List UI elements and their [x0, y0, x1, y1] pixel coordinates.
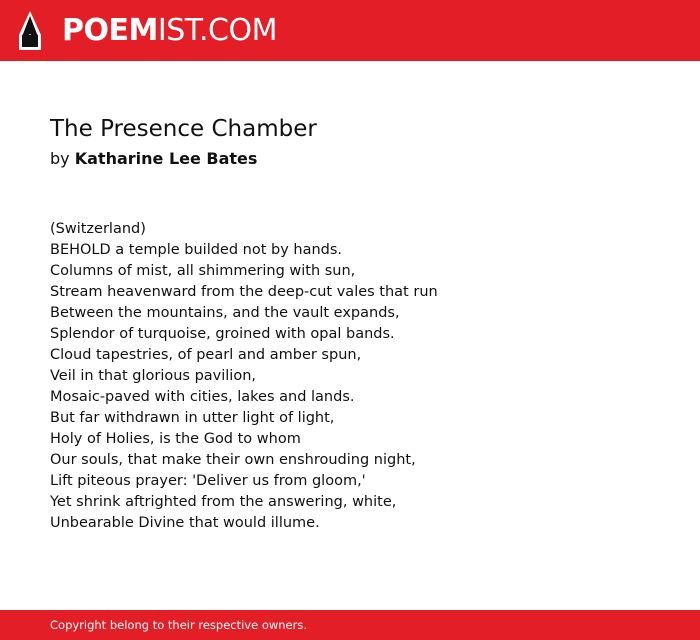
by-label: by — [50, 149, 70, 168]
site-footer — [0, 610, 700, 640]
poem-line: Holy of Holies, is the God to whom — [50, 431, 301, 447]
logo-light-text: IST.COM — [157, 13, 277, 48]
poem-line: Between the mountains, and the vault expands, — [50, 305, 400, 321]
logo-bold-text: POEM — [62, 13, 158, 48]
poem-line: (Switzerland) — [50, 221, 146, 237]
poem-title: The Presence Chamber — [50, 116, 317, 142]
poem-author: Katharine Lee Bates — [74, 149, 258, 168]
copyright-text: Copyright belong to their respective owners. — [50, 618, 308, 632]
poem-line: Our souls, that make their own enshrouding night, — [50, 452, 416, 468]
poem-line: Stream heavenward from the deep-cut vales that run — [50, 284, 438, 300]
pencil-tip-icon — [18, 10, 42, 52]
poem-line: Veil in that glorious pavilion, — [50, 368, 257, 384]
poem-line: Mosaic-paved with cities, lakes and lands. — [50, 389, 355, 405]
poem-line: Splendor of turquoise, groined with opal bands. — [50, 326, 395, 342]
poem-body — [50, 219, 670, 534]
poem-line: But far withdrawn in utter light of light, — [50, 410, 335, 426]
poem-byline — [50, 149, 257, 168]
site-header — [0, 0, 700, 61]
poem-line: Unbearable Divine that would illume. — [50, 515, 320, 531]
poem-line: Lift piteous prayer: 'Deliver us from gloom,' — [50, 473, 366, 489]
poem-line: BEHOLD a temple builded not by hands. — [50, 242, 343, 258]
poem-line: Cloud tapestries, of pearl and amber spun, — [50, 347, 362, 363]
site-logo[interactable] — [62, 10, 277, 52]
poem-line: Columns of mist, all shimmering with sun, — [50, 263, 356, 279]
poem-line: Yet shrink aftrighted from the answering, white, — [50, 494, 397, 510]
